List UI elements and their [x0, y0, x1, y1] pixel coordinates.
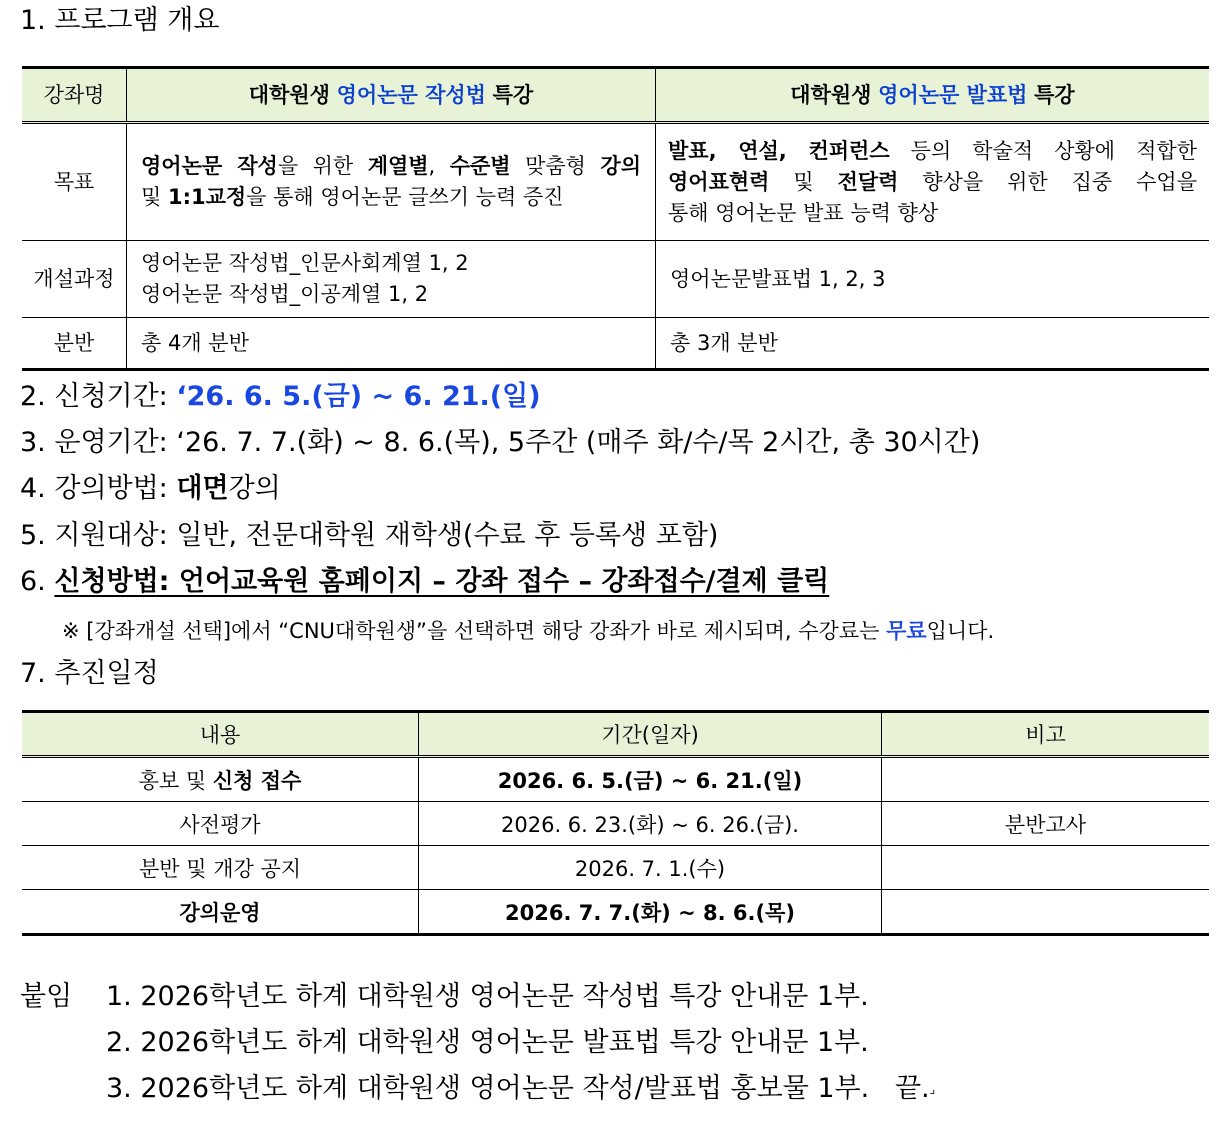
header-course-writing: 대학원생 영어논문 작성법 특강: [127, 68, 656, 123]
attachment-item-2: 2. 2026학년도 하계 대학원생 영어논문 발표법 특강 안내문 1부.: [106, 1027, 869, 1058]
header-content: 내용: [22, 712, 419, 757]
course-humanities: 영어논문 작성법_인문사회계열 1, 2: [141, 251, 469, 275]
goal-presentation-cell: [656, 123, 1210, 241]
table-row: 사전평가 2026. 6. 23.(화) ~ 6. 26.(금). 분반고사: [22, 802, 1209, 846]
text-segment: 향상을 위한 집중 수업을: [898, 169, 1197, 194]
goal-writing-line-1: [141, 151, 641, 182]
text-segment: 영어표현력: [668, 169, 770, 194]
section-1-heading: [20, 3, 219, 39]
table-header-row: [22, 68, 1209, 123]
table-row: 강의운영 2026. 7. 7.(화) ~ 8. 6.(목): [22, 890, 1209, 935]
classes-presentation-cell: 총 3개 분반: [656, 318, 1210, 370]
application-period-value: ‘26. 6. 5.(금) ~ 6. 21.(일): [176, 381, 541, 412]
free-tuition-label: 무료: [886, 619, 927, 643]
table-row: 홍보 및 신청 접수 2026. 6. 5.(금) ~ 6. 21.(일): [22, 757, 1209, 802]
text-segment: 맞춤형: [510, 154, 601, 178]
text-segment: 을 통해 영어논문 글쓰기 능력 증진: [246, 185, 564, 209]
text-segment: 및: [141, 185, 168, 209]
courses-label: 개설과정: [22, 241, 127, 318]
section-3-operation-period: 3. 운영기간: ‘26. 7. 7.(화) ~ 8. 6.(목), 5주간 (매주 화/수/목 2시간, 총 30시간): [20, 427, 981, 458]
text-segment: 1:1교정: [167, 185, 247, 209]
attachments-label: 붙임: [20, 981, 73, 1012]
goal-writing-line-2: [141, 182, 641, 213]
text-segment: 영어논문 작성: [141, 154, 278, 178]
schedule-header-row: [22, 712, 1209, 757]
text-segment: 을 위한: [277, 154, 368, 178]
section-2-application-period: 2. 신청기간: ‘26. 6. 5.(금) ~ 6. 21.(일): [20, 381, 541, 412]
how-to-apply-instructions: 신청방법: 언어교육원 홈페이지 – 강좌 접수 – 강좌접수/결제 클릭: [54, 566, 830, 597]
section-number: 1.: [20, 5, 46, 36]
header-label-cell: 강좌명: [22, 68, 127, 123]
text-segment: 및: [769, 169, 838, 194]
registration-note: ※ [강좌개설 선택]에서 “CNU대학원생”을 선택하면 해당 강좌가 바로 제시되며, 수강료는 무료입니다.: [62, 619, 995, 643]
program-overview-table: [22, 66, 1209, 371]
header-course-presentation: 대학원생 영어논문 발표법 특강: [656, 68, 1210, 123]
header-remarks: 비고: [882, 712, 1210, 757]
section-title: 프로그램 개요: [54, 5, 220, 36]
goal-presentation-line-3: 통해 영어논문 발표 능력 향상: [668, 200, 939, 225]
classes-label: 분반: [22, 318, 127, 370]
text-segment: ,: [428, 154, 450, 178]
end-mark-text: 끝.: [894, 1073, 930, 1104]
schedule-table: [22, 710, 1209, 936]
section-7-schedule-heading: 7. 추진일정: [20, 658, 159, 689]
table-row: 분반 및 개강 공지 2026. 7. 1.(수): [22, 846, 1209, 890]
goal-label: 목표: [22, 123, 127, 241]
courses-writing-cell: [127, 241, 656, 318]
section-5-eligibility: 5. 지원대상: 일반, 전문대학원 재학생(수료 후 등록생 포함): [20, 520, 719, 551]
goal-writing-cell: [127, 123, 656, 241]
text-segment: 발표, 연설, 컨퍼런스: [668, 138, 890, 163]
text-segment: 계열별: [367, 154, 429, 178]
courses-presentation-cell: 영어논문발표법 1, 2, 3: [656, 241, 1210, 318]
attachment-item-3: 3. 2026학년도 하계 대학원생 영어논문 작성/발표법 홍보물 1부. 끝.⌟: [106, 1073, 936, 1104]
courses-row: [22, 241, 1209, 318]
end-corner-mark: ⌟: [929, 1082, 936, 1096]
classes-row: [22, 318, 1209, 370]
text-segment: 등의 학술적 상황에 적합한: [889, 138, 1197, 163]
text-segment: 강의: [600, 154, 641, 178]
section-6-how-to-apply: 6. 신청방법: 언어교육원 홈페이지 – 강좌 접수 – 강좌접수/결제 클릭: [20, 566, 830, 597]
goal-presentation-line-1: [668, 136, 1197, 167]
section-4-method: 4. 강의방법: 대면강의: [20, 473, 281, 504]
text-segment: 수준별: [449, 154, 511, 178]
course-engineering: 영어논문 작성법_이공계열 1, 2: [141, 282, 429, 306]
goal-row: [22, 123, 1209, 241]
attachment-item-1: 1. 2026학년도 하계 대학원생 영어논문 작성법 특강 안내문 1부.: [106, 981, 869, 1012]
header-period: 기간(일자): [419, 712, 882, 757]
goal-presentation-line-2: [668, 167, 1197, 198]
text-segment: 전달력: [837, 169, 899, 194]
classes-writing-cell: 총 4개 분반: [127, 318, 656, 370]
